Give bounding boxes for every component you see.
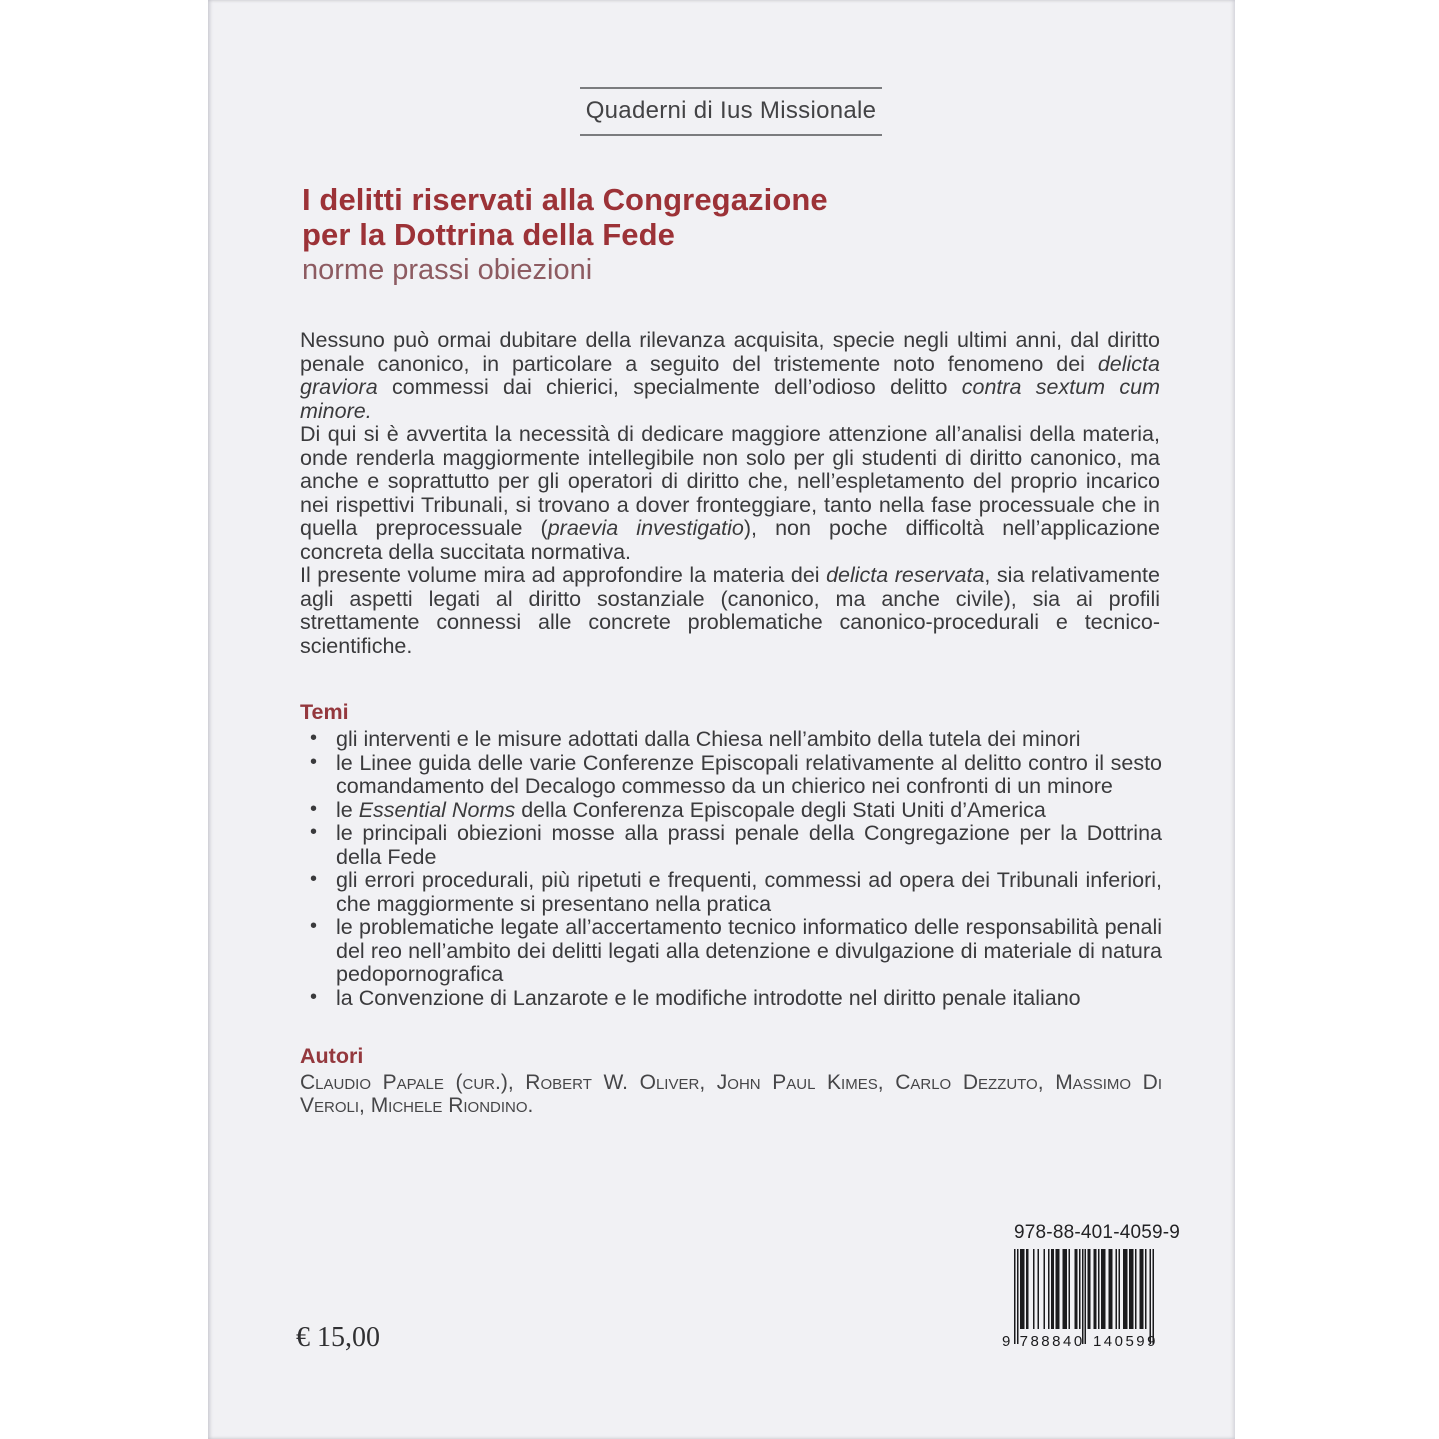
description-paragraph: Nessuno può ormai dubitare della rilevanza acquisita, specie negli ultimi anni, dal diritto penale canonico, in particolare a seguito del tristemente noto fenomeno dei delicta graviora commessi dai chierici, specialmente dell’odioso delitto contra sextum cum minore. bbox=[300, 328, 1160, 423]
bullet-icon: • bbox=[310, 868, 318, 890]
isbn-number: 978-88-401-4059-9 bbox=[1014, 1222, 1181, 1243]
book-title-line-2: per la Dottrina della Fede bbox=[302, 217, 675, 252]
temi-list bbox=[300, 728, 1162, 1010]
temi-item bbox=[300, 799, 1162, 823]
book-title-line-1: I delitti riservati alla Congregazione bbox=[302, 182, 828, 217]
series-header bbox=[580, 87, 882, 136]
bullet-icon: • bbox=[310, 727, 318, 749]
temi-item bbox=[300, 752, 1162, 799]
barcode-digit-lead: 9 bbox=[1002, 1333, 1012, 1350]
bullet-icon: • bbox=[310, 821, 318, 843]
book-subtitle: norme prassi obiezioni bbox=[302, 254, 593, 286]
temi-item-text: la Convenzione di Lanzarote e le modifiche introdotte nel diritto penale italiano bbox=[336, 985, 1081, 1010]
bullet-icon: • bbox=[310, 750, 318, 773]
barcode-digit-group-1: 788840 bbox=[1019, 1333, 1085, 1350]
temi-item-text: le principali obiezioni mosse alla prassi penale della Congregazione per la Dottrina della Fede bbox=[336, 821, 1162, 869]
temi-item bbox=[300, 869, 1162, 916]
temi-item-text: le problematiche legate all’accertamento tecnico informatico delle responsabilità penali del reo nell’ambito dei delitti legati alla detenzione e divulgazione di materiale di natura pedopornografica bbox=[336, 915, 1162, 986]
description bbox=[300, 329, 1160, 658]
barcode-digit-group-2: 140599 bbox=[1092, 1333, 1158, 1350]
price-label: € 15,00 bbox=[296, 1322, 380, 1353]
description-paragraph: Il presente volume mira ad approfondire la materia dei delicta reservata, sia relativamente agli aspetti legati al diritto sostanziale (canonico, ma anche civile), sia ai profili strettamente connessi alle concrete problematiche canonico-procedurali e tecnico-scientifiche. bbox=[300, 563, 1160, 658]
temi-item-text: gli interventi e le misure adottati dalla Chiesa nell’ambito della tutela dei minori bbox=[336, 727, 1081, 751]
series-title: Quaderni di Ius Missionale bbox=[585, 97, 877, 124]
book-cover bbox=[208, 0, 1235, 1439]
temi-item-text: le Essential Norms della Conferenza Episcopale degli Stati Uniti d’America bbox=[336, 797, 1046, 822]
temi-item bbox=[300, 987, 1162, 1011]
temi-item bbox=[300, 916, 1162, 987]
temi-item bbox=[300, 728, 1162, 752]
temi-item-text: gli errori procedurali, più ripetuti e frequenti, commessi ad opera dei Tribunali inferiori, che maggiormente si presentano nella pratica bbox=[336, 868, 1162, 916]
barcode-block bbox=[1002, 1222, 1181, 1350]
autori-heading: Autori bbox=[300, 1044, 364, 1068]
temi-item-text: le Linee guida delle varie Conferenze Episcopali relativamente al delitto contro il sesto comandamento del Decalogo commesso da un chierico nei confronti di un minore bbox=[336, 750, 1162, 798]
temi-heading: Temi bbox=[300, 700, 349, 724]
autori-names: Claudio Papale (cur.), Robert W. Oliver, John Paul Kimes, Carlo Dezzuto, Massimo Di Veroli, Michele Riondino. bbox=[300, 1071, 1162, 1117]
description-paragraph: Di qui si è avvertita la necessità di dedicare maggiore attenzione all’analisi della materia, onde renderla maggiormente intellegibile non solo per gli studenti di diritto canonico, ma anche e soprattutto per gli operatori di diritto che, nell’espletamento del proprio incarico nei rispettivi Tribunali, si trovano a dover fronteggiare, tanto nella fase processuale che in quella preprocessuale (praevia investigatio), non poche difficoltà nell’applicazione concreta della succitata normativa. bbox=[300, 422, 1160, 564]
title-block bbox=[302, 182, 1062, 287]
bullet-icon: • bbox=[310, 797, 318, 820]
barcode-digits bbox=[1002, 1333, 1158, 1350]
bullet-icon: • bbox=[310, 985, 318, 1008]
bullet-icon: • bbox=[310, 915, 318, 937]
barcode bbox=[1002, 1249, 1158, 1350]
temi-item bbox=[300, 822, 1162, 869]
